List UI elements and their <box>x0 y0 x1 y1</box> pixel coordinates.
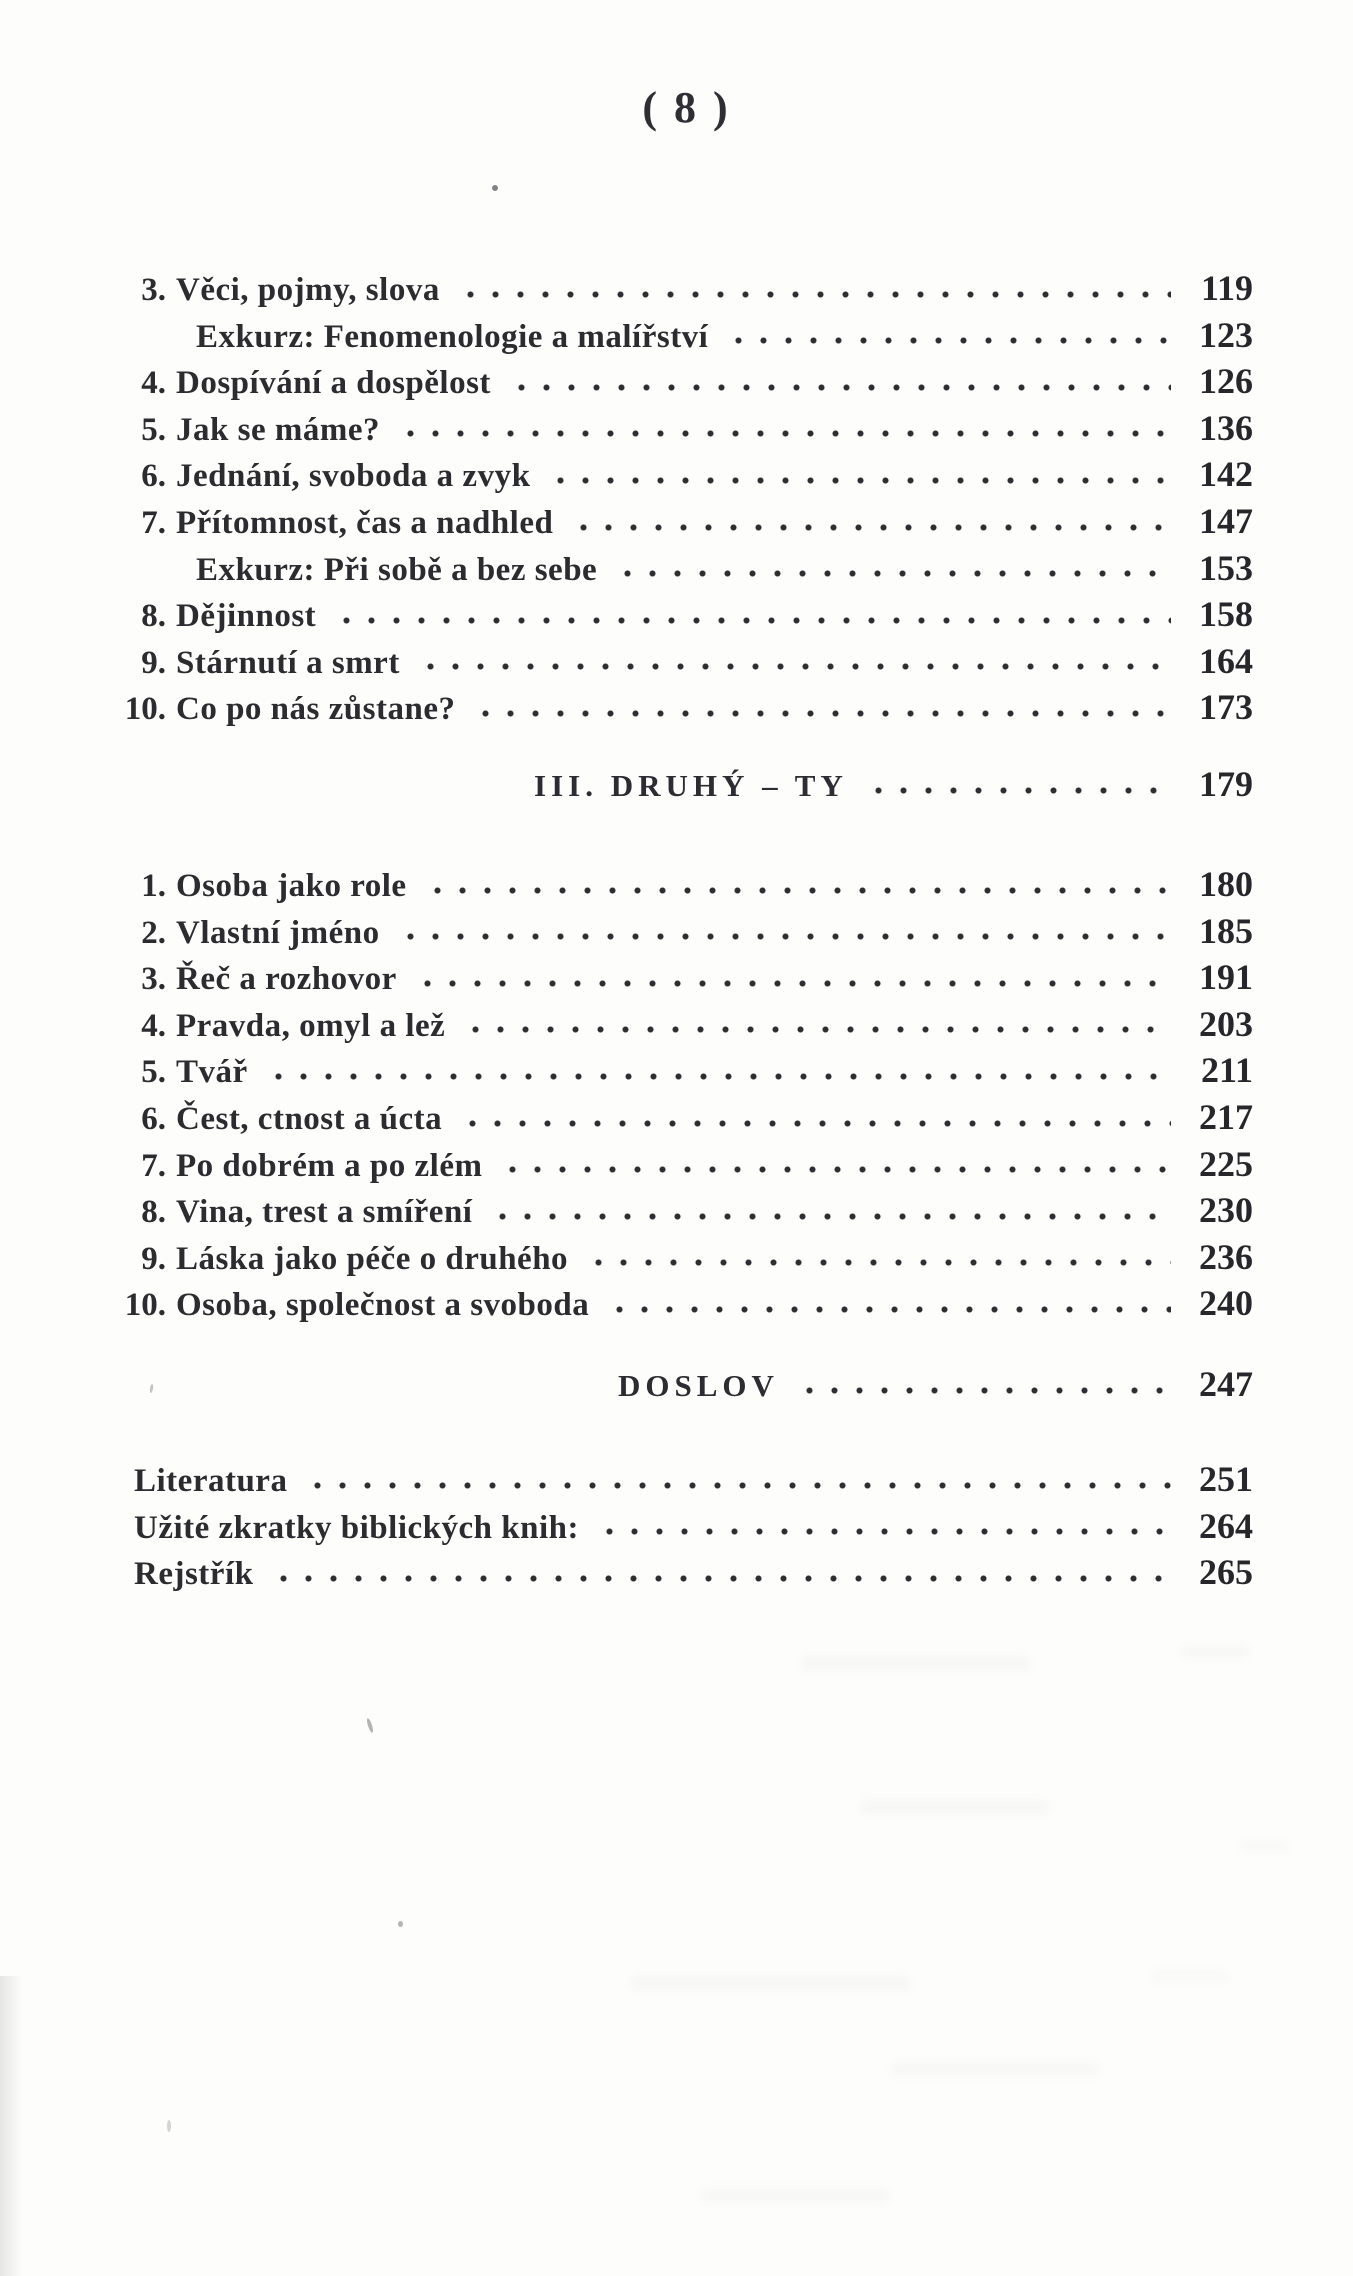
dot-leader <box>571 523 1171 532</box>
toc-item-page: 153 <box>1199 547 1253 588</box>
toc-row <box>96 405 1253 452</box>
dot-leader <box>305 1481 1171 1490</box>
toc-item-page: 147 <box>1199 500 1253 541</box>
toc-section-heading-row <box>96 760 1253 808</box>
dot-leader <box>473 709 1171 718</box>
bleed-through-smudge <box>890 2062 1100 2077</box>
bleed-through-smudge <box>1180 1645 1250 1658</box>
toc-item-page: 136 <box>1199 407 1253 448</box>
dot-leader <box>797 1386 1171 1395</box>
toc-item-title: Jak se máme? <box>176 411 380 448</box>
toc-item-number: 2. <box>141 914 166 951</box>
toc-item-title: Exkurz: Fenomenologie a malířství <box>196 318 709 355</box>
toc-row <box>96 358 1253 405</box>
toc-item-page: 225 <box>1199 1143 1253 1184</box>
toc-row <box>96 591 1253 638</box>
toc-row <box>96 1141 1253 1188</box>
toc-item-page: 185 <box>1199 910 1253 951</box>
bleed-through-smudge <box>700 2188 890 2203</box>
toc-item-title: Jednání, svoboda a zvyk <box>176 458 531 495</box>
toc-item-page: 180 <box>1199 864 1253 904</box>
toc-row <box>96 498 1253 545</box>
toc-item-page: 203 <box>1199 1003 1253 1044</box>
toc-item-page: 240 <box>1199 1283 1253 1324</box>
toc-part1-list <box>96 265 1253 731</box>
dot-leader <box>500 1165 1171 1174</box>
toc-row <box>96 1280 1253 1327</box>
toc-row <box>96 684 1253 731</box>
toc-item-title: Co po nás zůstane? <box>176 691 456 728</box>
toc-row <box>96 265 1253 312</box>
toc-item-number: 6. <box>141 458 166 495</box>
toc-item-number: 10. <box>124 691 166 728</box>
toc-item-title: Věci, pojmy, slova <box>176 272 440 308</box>
bleed-through-smudge <box>1240 1840 1290 1852</box>
dot-leader <box>463 1025 1171 1034</box>
toc-row <box>96 545 1253 592</box>
toc-row <box>96 1187 1253 1234</box>
dot-leader <box>415 979 1171 988</box>
page-curl-shadow <box>0 1976 26 2276</box>
scan-speck <box>398 1921 403 1927</box>
toc-item-number: 7. <box>141 1147 166 1184</box>
toc-item-title: Osoba, společnost a svoboda <box>176 1287 590 1324</box>
toc-item-number: 4. <box>141 1007 166 1044</box>
toc-item-title: Řeč a rozhovor <box>176 961 397 998</box>
toc-item-title: Stárnutí a smrt <box>176 644 400 681</box>
dot-leader <box>418 662 1171 671</box>
toc-item-number: 7. <box>141 504 166 541</box>
dot-leader <box>607 1305 1171 1314</box>
toc-item-number: 9. <box>141 644 166 681</box>
toc-item-page: 173 <box>1199 687 1253 728</box>
dot-leader <box>615 569 1171 578</box>
toc-item-title: Dějinnost <box>176 598 317 635</box>
toc-item-page: 164 <box>1199 640 1253 681</box>
toc-row <box>96 451 1253 498</box>
toc-row <box>96 1094 1253 1141</box>
bleed-through-smudge <box>860 1800 1050 1815</box>
section-heading-label: III. DRUHÝ – TY <box>534 768 848 803</box>
toc-row <box>96 1234 1253 1281</box>
toc-item-page: 191 <box>1199 957 1253 998</box>
toc-row <box>96 312 1253 359</box>
toc-part2-list <box>96 861 1253 1327</box>
toc-item-number: 4. <box>141 365 166 402</box>
toc-item-number: 9. <box>141 1240 166 1277</box>
toc-item-title: Dospívání a dospělost <box>176 365 491 402</box>
dot-leader <box>458 290 1171 299</box>
toc-row <box>96 1549 1253 1596</box>
toc-row <box>96 954 1253 1001</box>
dot-leader <box>266 1072 1171 1081</box>
toc-item-title: Vlastní jméno <box>176 914 380 951</box>
toc-item-title: Tvář <box>176 1054 248 1091</box>
toc-item-number: 5. <box>141 411 166 448</box>
bleed-through-smudge <box>630 1975 910 1991</box>
doslov-page: 247 <box>1199 1364 1253 1404</box>
toc-item-number: 8. <box>141 598 166 635</box>
doslov-label: DOSLOV <box>618 1368 779 1403</box>
toc-item-page: 265 <box>1199 1552 1253 1593</box>
toc-row <box>96 1001 1253 1048</box>
dot-leader <box>334 616 1171 625</box>
toc-item-page: 217 <box>1199 1096 1253 1137</box>
bleed-through-smudge <box>1150 1970 1230 1983</box>
dot-leader <box>398 429 1171 438</box>
toc-item-title: Pravda, omyl a lež <box>176 1007 446 1044</box>
toc-item-title: Exkurz: Při sobě a bez sebe <box>196 551 598 588</box>
toc-row <box>96 1047 1253 1094</box>
toc-row <box>96 908 1253 955</box>
dot-leader <box>398 932 1171 941</box>
dot-leader <box>548 476 1171 485</box>
toc-item-number: 3. <box>141 272 166 308</box>
toc-row <box>96 638 1253 685</box>
toc-backmatter-list <box>96 1456 1253 1596</box>
toc-item-title: Literatura <box>134 1463 288 1499</box>
bleed-through-smudge <box>800 1655 1030 1671</box>
dot-leader <box>425 886 1171 895</box>
toc-item-number: 8. <box>141 1194 166 1231</box>
dot-leader <box>726 336 1171 345</box>
toc-item-title: Vina, trest a smíření <box>176 1194 473 1231</box>
toc-row <box>96 861 1253 908</box>
dot-leader <box>866 786 1171 795</box>
section-heading-page: 179 <box>1199 764 1253 804</box>
toc-item-page: 158 <box>1199 594 1253 635</box>
toc-item-number: 10. <box>124 1287 166 1324</box>
toc-item-page: 119 <box>1200 268 1253 308</box>
toc-item-title: Po dobrém a po zlém <box>176 1147 483 1184</box>
toc-item-title: Láska jako péče o druhého <box>176 1240 569 1277</box>
toc-item-title: Čest, ctnost a úcta <box>176 1100 443 1137</box>
running-head-page-number: ( 8 ) <box>642 83 731 132</box>
toc-item-number: 3. <box>141 961 166 998</box>
toc-item-page: 123 <box>1199 314 1253 355</box>
toc-item-number: 5. <box>141 1054 166 1091</box>
toc-item-page: 264 <box>1199 1505 1253 1546</box>
toc-item-title: Přítomnost, čas a nadhled <box>176 504 554 541</box>
scan-speck <box>366 1718 374 1734</box>
toc-item-page: 230 <box>1199 1190 1253 1231</box>
toc-row <box>96 1456 1253 1503</box>
dot-leader <box>271 1574 1171 1583</box>
toc-item-page: 142 <box>1199 454 1253 495</box>
toc-item-title: Užité zkratky biblických knih: <box>134 1509 579 1546</box>
scan-speck <box>167 2120 171 2132</box>
toc-item-number: 1. <box>141 868 166 904</box>
toc-item-page: 251 <box>1199 1459 1253 1499</box>
toc-row <box>96 1503 1253 1550</box>
toc-doslov-row <box>96 1360 1253 1408</box>
dot-leader <box>460 1119 1171 1128</box>
toc-item-page: 236 <box>1199 1236 1253 1277</box>
toc-item-title: Osoba jako role <box>176 868 407 904</box>
scan-speck <box>492 185 498 191</box>
dot-leader <box>597 1527 1171 1536</box>
toc-item-page: 126 <box>1199 361 1253 402</box>
dot-leader <box>490 1212 1171 1221</box>
toc-item-title: Rejstřík <box>134 1556 254 1593</box>
toc-item-number: 6. <box>141 1100 166 1137</box>
dot-leader <box>586 1258 1171 1267</box>
toc-item-page: 211 <box>1200 1050 1253 1091</box>
dot-leader <box>509 383 1171 392</box>
